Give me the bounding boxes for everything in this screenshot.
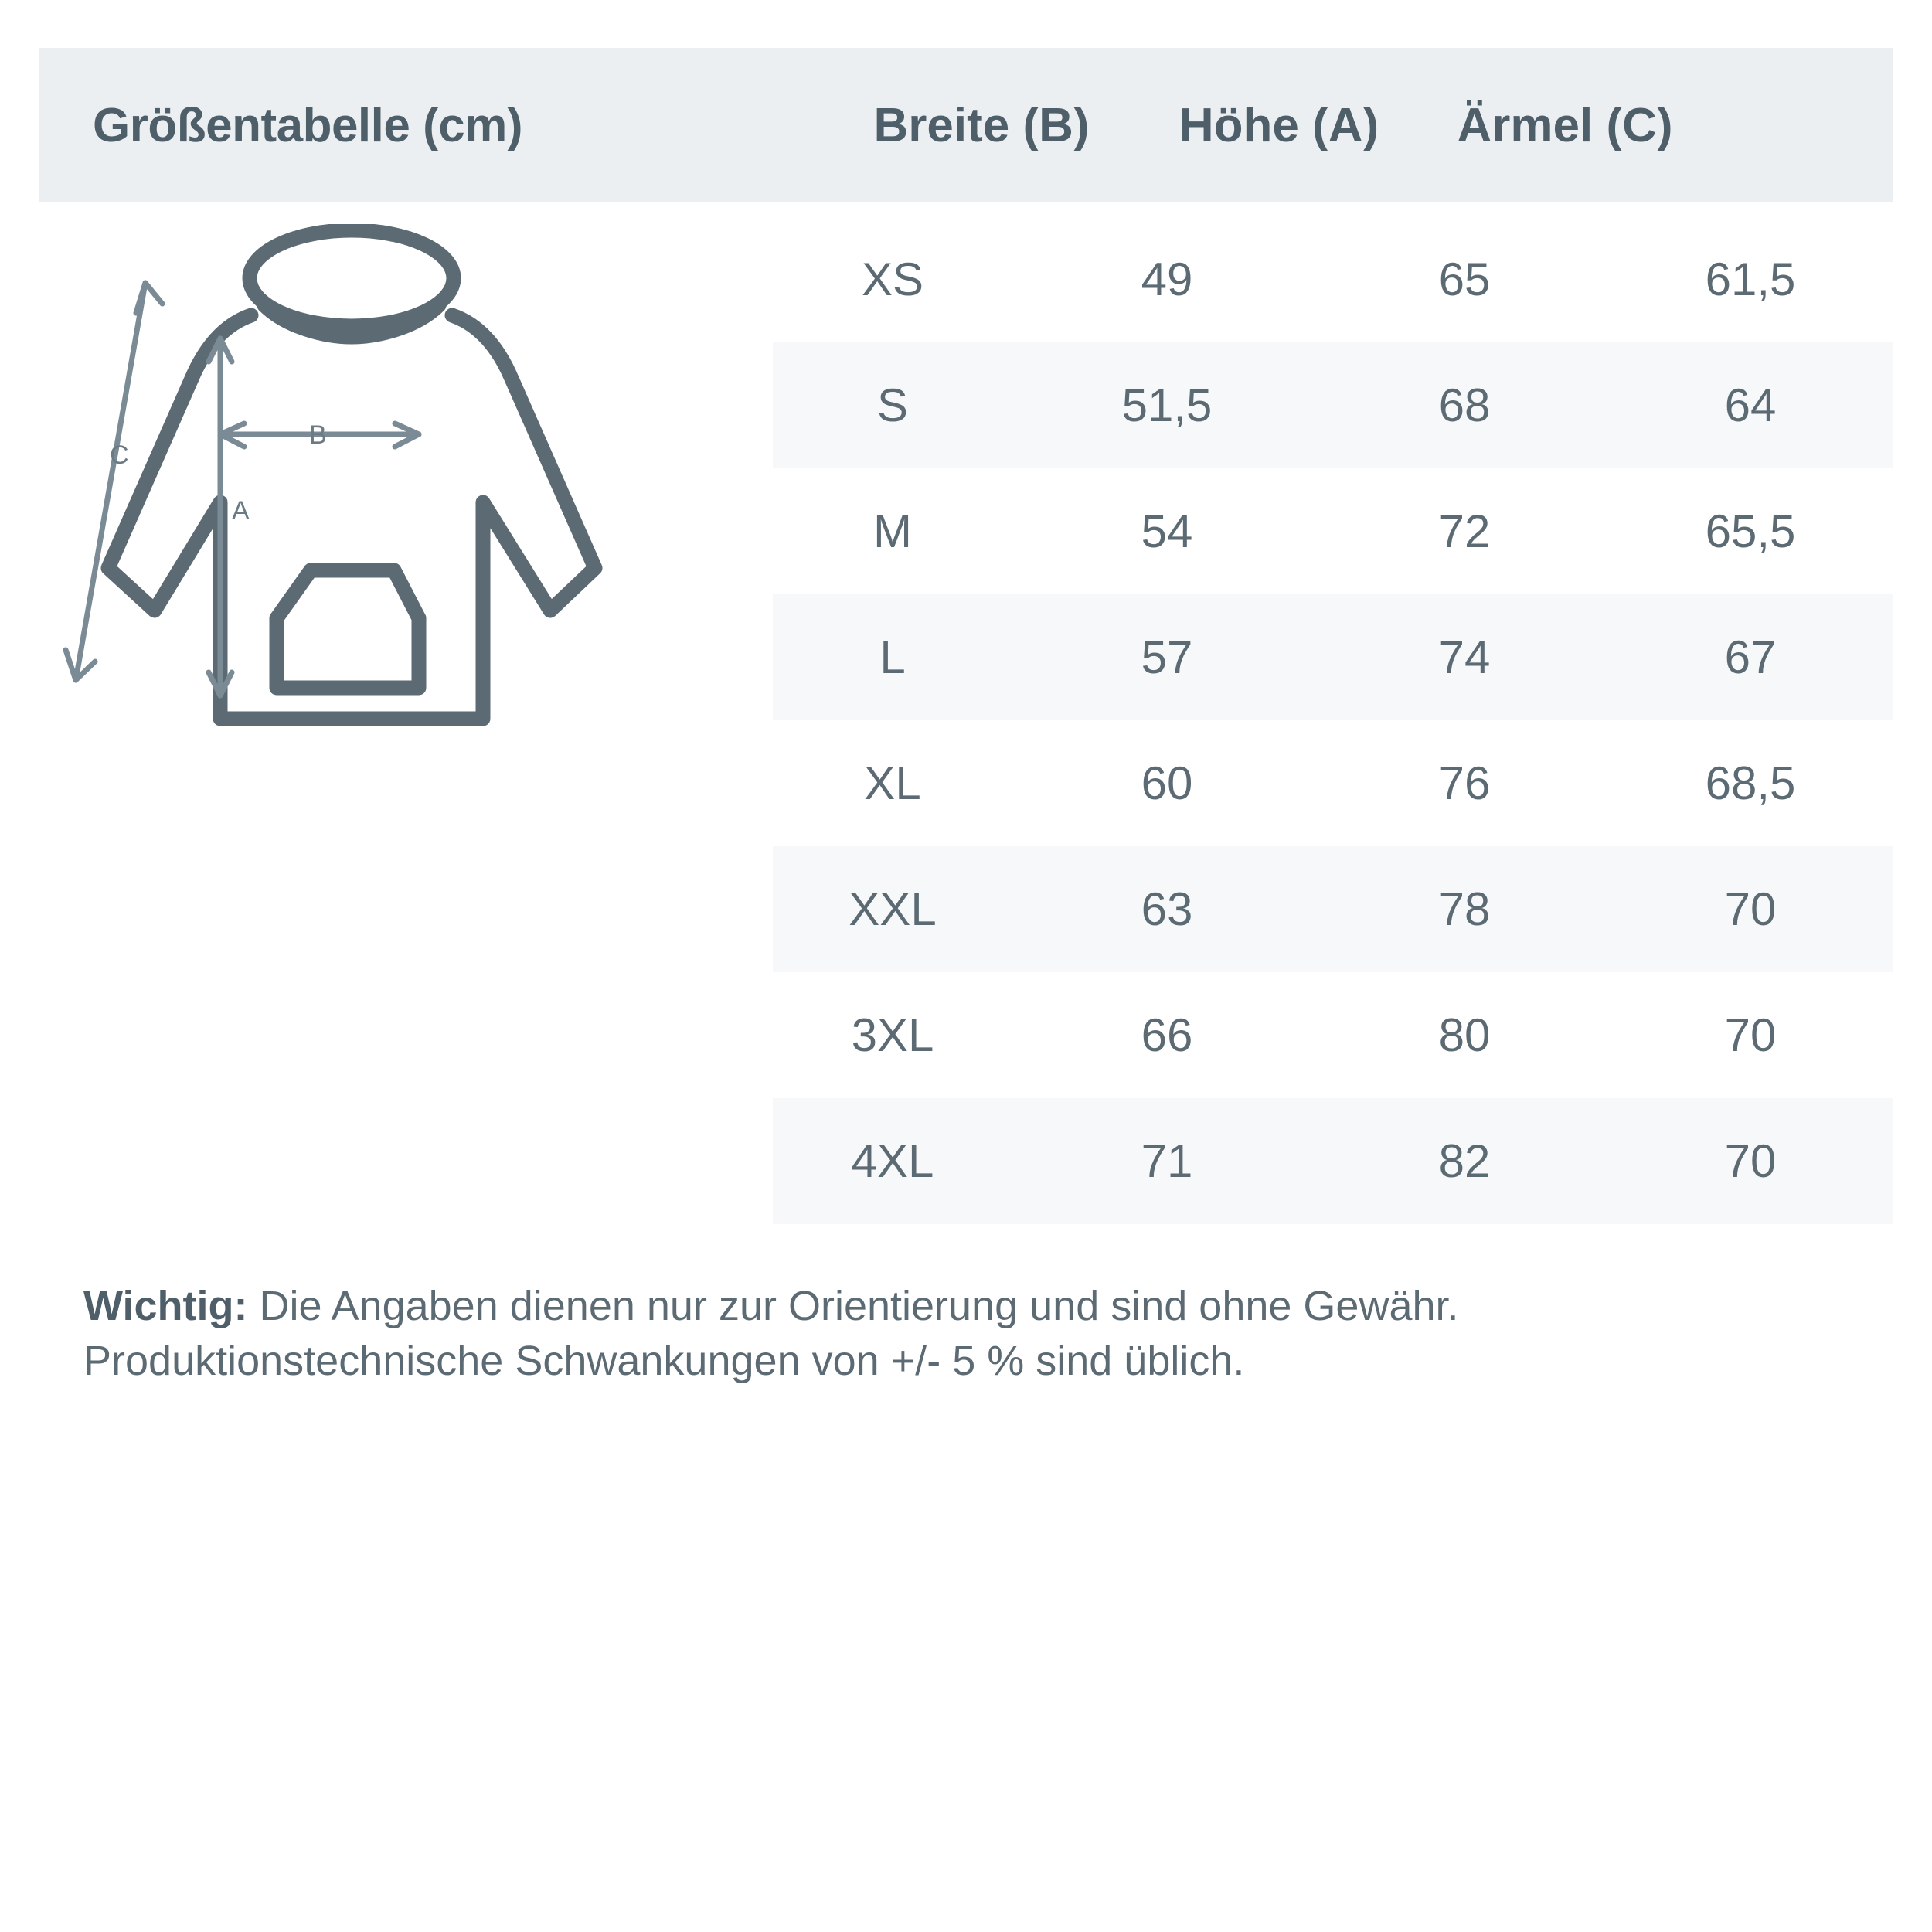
table-row (773, 342, 1893, 468)
cell-breite: 71 (1012, 1098, 1321, 1224)
size-table (773, 216, 1893, 1224)
cell-aermel: 70 (1607, 846, 1893, 972)
cell-size: 3XL (851, 1009, 934, 1061)
label-c: C (110, 440, 129, 470)
cell-breite: 51,5 (1012, 342, 1321, 468)
cell-size: XL (864, 757, 921, 809)
cell-hoehe: 82 (1321, 1098, 1607, 1224)
table-header-band (39, 48, 1893, 202)
cell-breite: 60 (1141, 757, 1193, 809)
cell-aermel: 68,5 (1705, 757, 1796, 809)
cell-breite: 57 (1012, 594, 1321, 720)
cell-size: M (873, 505, 912, 557)
cell-size: XXL (773, 846, 1012, 972)
page-title: Größentabelle (cm) (93, 98, 522, 152)
size-table-body (773, 216, 1893, 1224)
table-row (773, 216, 1893, 342)
cell-size: L (773, 594, 1012, 720)
cell-size: XS (861, 253, 924, 305)
column-header-breite: Breite (B) (873, 98, 1090, 152)
column-header-aermel: Ärmel (C) (1457, 98, 1673, 152)
table-row (773, 720, 1893, 846)
label-b: B (309, 420, 327, 450)
cell-hoehe: 78 (1321, 846, 1607, 972)
table-row (773, 468, 1893, 594)
cell-aermel: 64 (1607, 342, 1893, 468)
table-row (773, 846, 1893, 972)
cell-aermel: 61,5 (1705, 253, 1796, 305)
disclaimer-lead: Wichtig: (83, 1283, 248, 1329)
disclaimer (83, 1279, 1884, 1389)
cell-aermel: 67 (1607, 594, 1893, 720)
cell-hoehe: 68 (1321, 342, 1607, 468)
cell-aermel: 70 (1724, 1009, 1777, 1061)
cell-breite: 54 (1141, 505, 1193, 557)
hoodie-diagram (62, 224, 757, 866)
table-row (773, 1098, 1893, 1224)
cell-hoehe: 72 (1438, 505, 1491, 557)
cell-hoehe: 76 (1438, 757, 1491, 809)
cell-hoehe: 74 (1321, 594, 1607, 720)
cell-hoehe: 80 (1438, 1009, 1491, 1061)
disclaimer-text: Die Angaben dienen nur zur Orientierung und sind ohne Gewähr. Produktionstechnische Schwankungen von +/- 5 % sind üblich. (83, 1283, 1459, 1385)
cell-aermel: 70 (1607, 1098, 1893, 1224)
cell-breite: 63 (1012, 846, 1321, 972)
table-row (773, 972, 1893, 1098)
cell-breite: 49 (1141, 253, 1193, 305)
column-header-hoehe: Höhe (A) (1179, 98, 1379, 152)
cell-size: 4XL (773, 1098, 1012, 1224)
label-a: A (232, 496, 250, 526)
cell-hoehe: 65 (1438, 253, 1491, 305)
cell-size: S (773, 342, 1012, 468)
table-row (773, 594, 1893, 720)
column-headers (827, 48, 1932, 202)
cell-aermel: 65,5 (1705, 505, 1796, 557)
cell-breite: 66 (1141, 1009, 1193, 1061)
